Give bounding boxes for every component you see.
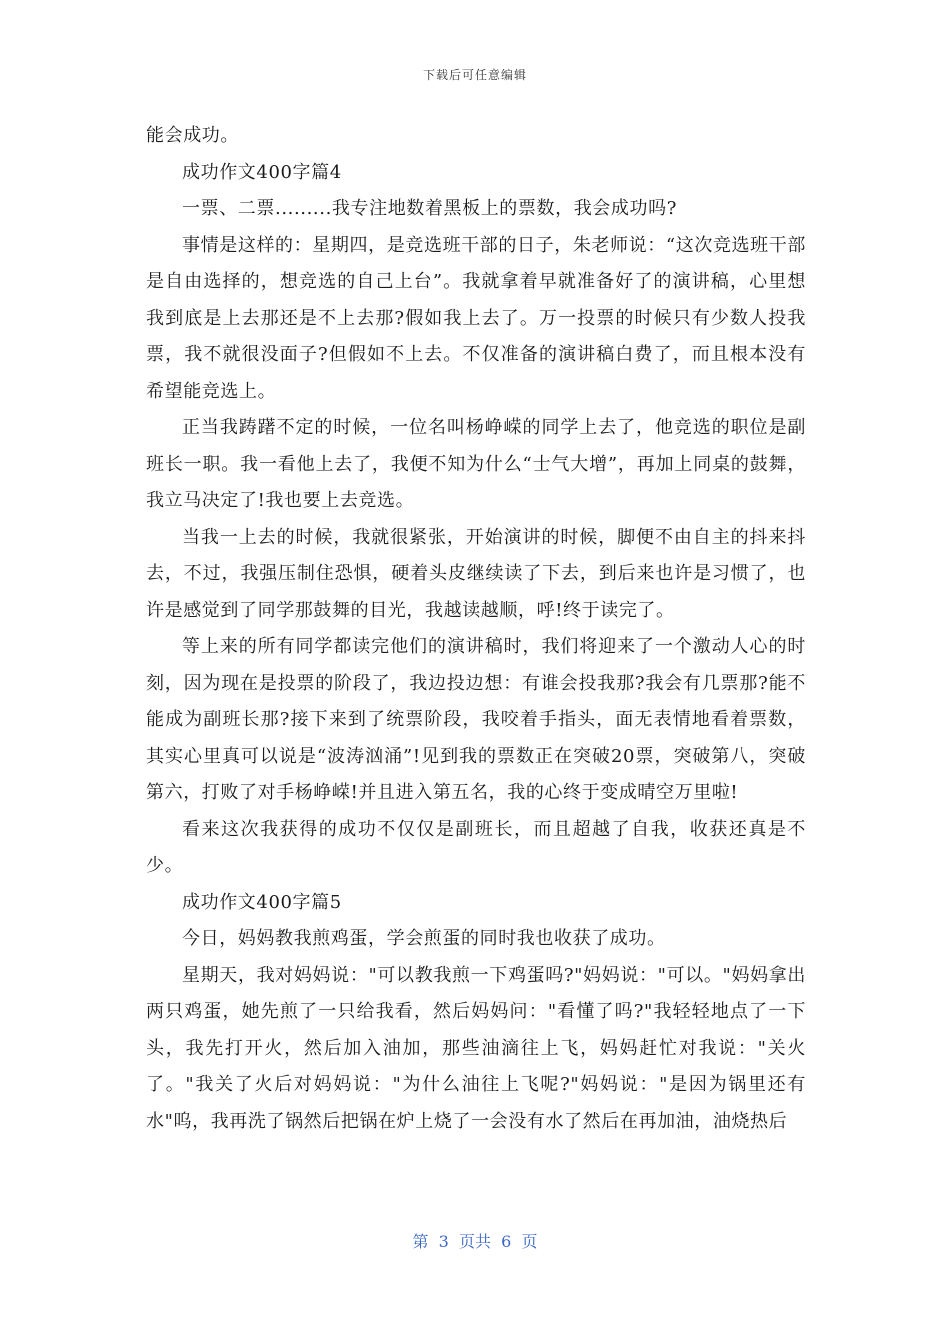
paragraph: 今日，妈妈教我煎鸡蛋，学会煎蛋的同时我也收获了成功。 — [182, 928, 666, 949]
paragraph: 一票、二票.........我专注地数着黑板上的票数，我会成功吗? — [182, 198, 677, 219]
paragraph: 等上来的所有同学都读完他们的演讲稿时，我们将迎来了一个激动人心的时刻，因为现在是投票的阶段了，我边投边想：有谁会投我那?我会有几票那?能不能成为副班长那?接下来到了统票阶段，我咬着手指头，面无表情地看着票数，其实心里真可以说是“波涛汹涌”!见到我的票数正在突破20票，突破第八，突破第六，打败了对手杨峥嵘!并且进入第五名，我的心终于变成晴空万里啦! — [146, 636, 806, 803]
page-header-note: 下载后可任意编辑 — [422, 68, 527, 82]
paragraph: 正当我踌躇不定的时候，一位名叫杨峥嵘的同学上去了，他竞选的职位是副班长一职。我一看他上去了，我便不知为什么“士气大增”，再加上同桌的鼓舞，我立马决定了!我也要上去竞选。 — [146, 417, 806, 511]
paragraph: 当我一上去的时候，我就很紧张，开始演讲的时候，脚便不由自主的抖来抖去，不过，我强压制住恐惧，硬着头皮继续读了下去，到后来也许是习惯了，也许是感觉到了同学那鼓舞的目光，我越读越顺，呼!终于读完了。 — [146, 526, 806, 621]
document-body — [146, 118, 806, 1140]
paragraph: 看来这次我获得的成功不仅仅是副班长，而且超越了自我，收获还真是不少。 — [146, 818, 806, 876]
page-footer: 第 3 页共 6 页 — [412, 1232, 538, 1251]
paragraph: 事情是这样的：星期四，是竞选班干部的日子，朱老师说：“这次竞选班干部是自由选择的，想竞选的自己上台”。我就拿着早就准备好了的演讲稿，心里想我到底是上去那还是不上去那?假如我上去了。万一投票的时候只有少数人投我票，我不就很没面子?但假如不上去。不仅准备的演讲稿白费了，而且根本没有希望能竞选上。 — [146, 234, 806, 402]
section-heading: 成功作文400字篇5 — [182, 891, 342, 913]
paragraph: 能会成功。 — [146, 125, 239, 146]
paragraph: 星期天，我对妈妈说："可以教我煎一下鸡蛋吗?"妈妈说："可以。"妈妈拿出两只鸡蛋，她先煎了一只给我看，然后妈妈问："看懂了吗?"我轻轻地点了一下头，我先打开火，然后加入油加，那些油滴往上飞，妈妈赶忙对我说："关火了。"我关了火后对妈妈说："为什么油往上飞呢?"妈妈说："是因为锅里还有水"呜，我再洗了锅然后把锅在炉上烧了一会没有水了然后在再加油，油烧热后 — [146, 964, 806, 1132]
section-heading: 成功作文400字篇4 — [182, 161, 342, 183]
